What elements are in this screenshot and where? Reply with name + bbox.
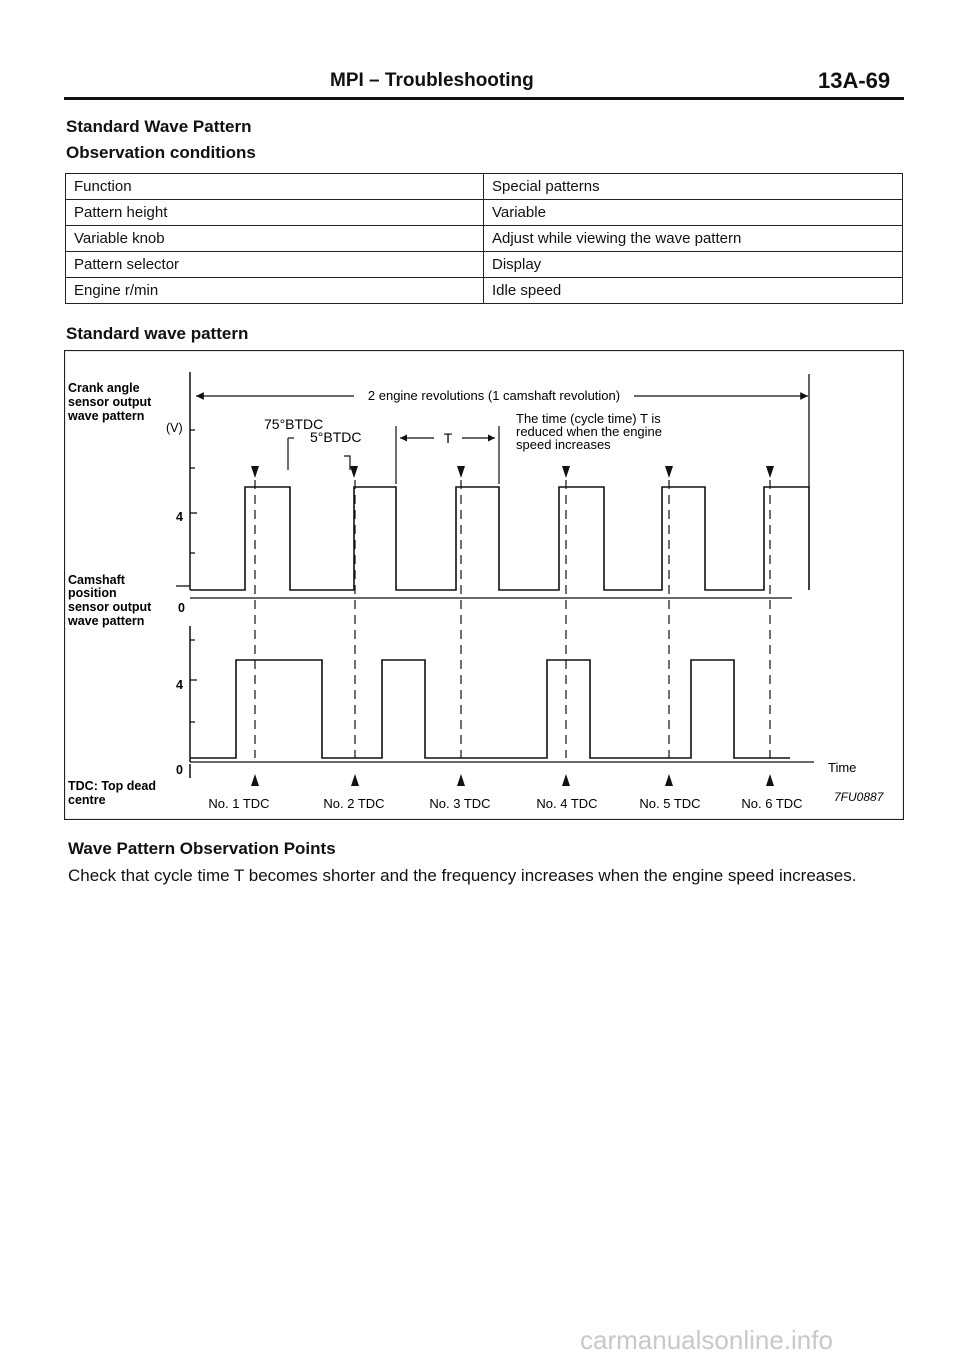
cycle-note-line2: reduced when the engine <box>516 424 663 439</box>
wave-diagram <box>64 350 904 820</box>
tdc-label: No. 2 TDC <box>323 796 385 811</box>
observation-text: Check that cycle time T becomes shorter and the frequency increases when the engine speed increases. <box>68 866 857 885</box>
tdc-up-arrows <box>251 774 774 786</box>
crank-value-low: 0 <box>178 601 185 615</box>
section-title: Standard Wave Pattern <box>66 117 252 136</box>
table-row <box>66 278 903 304</box>
cam-label-line2: position <box>68 586 117 600</box>
table-cell: Function <box>66 174 484 200</box>
cam-label-line4: wave pattern <box>68 614 145 628</box>
cycle-note-line1: The time (cycle time) T is <box>516 411 661 426</box>
cycle-note-line3: speed increases <box>516 437 611 452</box>
table-cell: Variable knob <box>66 226 484 252</box>
table-cell: Pattern selector <box>66 252 484 278</box>
cam-value-low: 0 <box>176 763 183 777</box>
t-label: T <box>443 430 453 446</box>
diagram-title: Standard wave pattern <box>66 324 249 343</box>
btdc-5-label: 5°BTDC <box>310 429 362 445</box>
observation-title: Wave Pattern Observation Points <box>68 839 336 858</box>
crank-label-line3: wave pattern <box>68 409 145 423</box>
table-cell: Pattern height <box>66 200 484 226</box>
table-row <box>66 252 903 278</box>
figure-code: 7FU0887 <box>834 790 884 804</box>
tdc-label: No. 3 TDC <box>429 796 491 811</box>
tdc-label-line2: centre <box>68 793 106 807</box>
crank-waveform <box>190 487 809 590</box>
btdc-5-marker <box>344 456 350 470</box>
page-title: MPI – Troubleshooting <box>330 70 534 91</box>
tdc-label: No. 4 TDC <box>536 796 598 811</box>
table-row <box>66 200 903 226</box>
btdc-75-label: 75°BTDC <box>264 416 324 432</box>
section-subtitle: Observation conditions <box>66 143 256 162</box>
header-rule <box>64 97 904 100</box>
time-label: Time <box>828 760 857 775</box>
conditions-table <box>65 173 903 304</box>
page-number: 13A-69 <box>818 68 891 93</box>
table-cell: Engine r/min <box>66 278 484 304</box>
crank-label-line2: sensor output <box>68 395 152 409</box>
cam-label-line3: sensor output <box>68 600 152 614</box>
table-cell: Special patterns <box>484 174 903 200</box>
tdc-label: No. 1 TDC <box>208 796 270 811</box>
cam-label-line1: Camshaft <box>68 573 125 587</box>
unit-label: (V) <box>166 421 183 435</box>
tdc-label: No. 5 TDC <box>639 796 701 811</box>
table-cell: Display <box>484 252 903 278</box>
table-cell: Idle speed <box>484 278 903 304</box>
crank-value-high: 4 <box>176 510 183 524</box>
tdc-label: No. 6 TDC <box>741 796 803 811</box>
cam-value-high: 4 <box>176 678 183 692</box>
table-cell: Adjust while viewing the wave pattern <box>484 226 903 252</box>
revolutions-label: 2 engine revolutions (1 camshaft revolution) <box>367 388 621 403</box>
down-arrows <box>251 466 774 478</box>
cam-waveform <box>190 660 790 758</box>
table-row <box>66 226 903 252</box>
crank-label-line1: Crank angle <box>68 381 140 395</box>
tdc-dashed-lines <box>255 480 770 758</box>
tdc-label-line1: TDC: Top dead <box>68 779 156 793</box>
wave-diagram-svg <box>64 350 904 820</box>
table-cell: Variable <box>484 200 903 226</box>
table-row <box>66 174 903 200</box>
watermark: carmanualsonline.info <box>580 1325 833 1355</box>
